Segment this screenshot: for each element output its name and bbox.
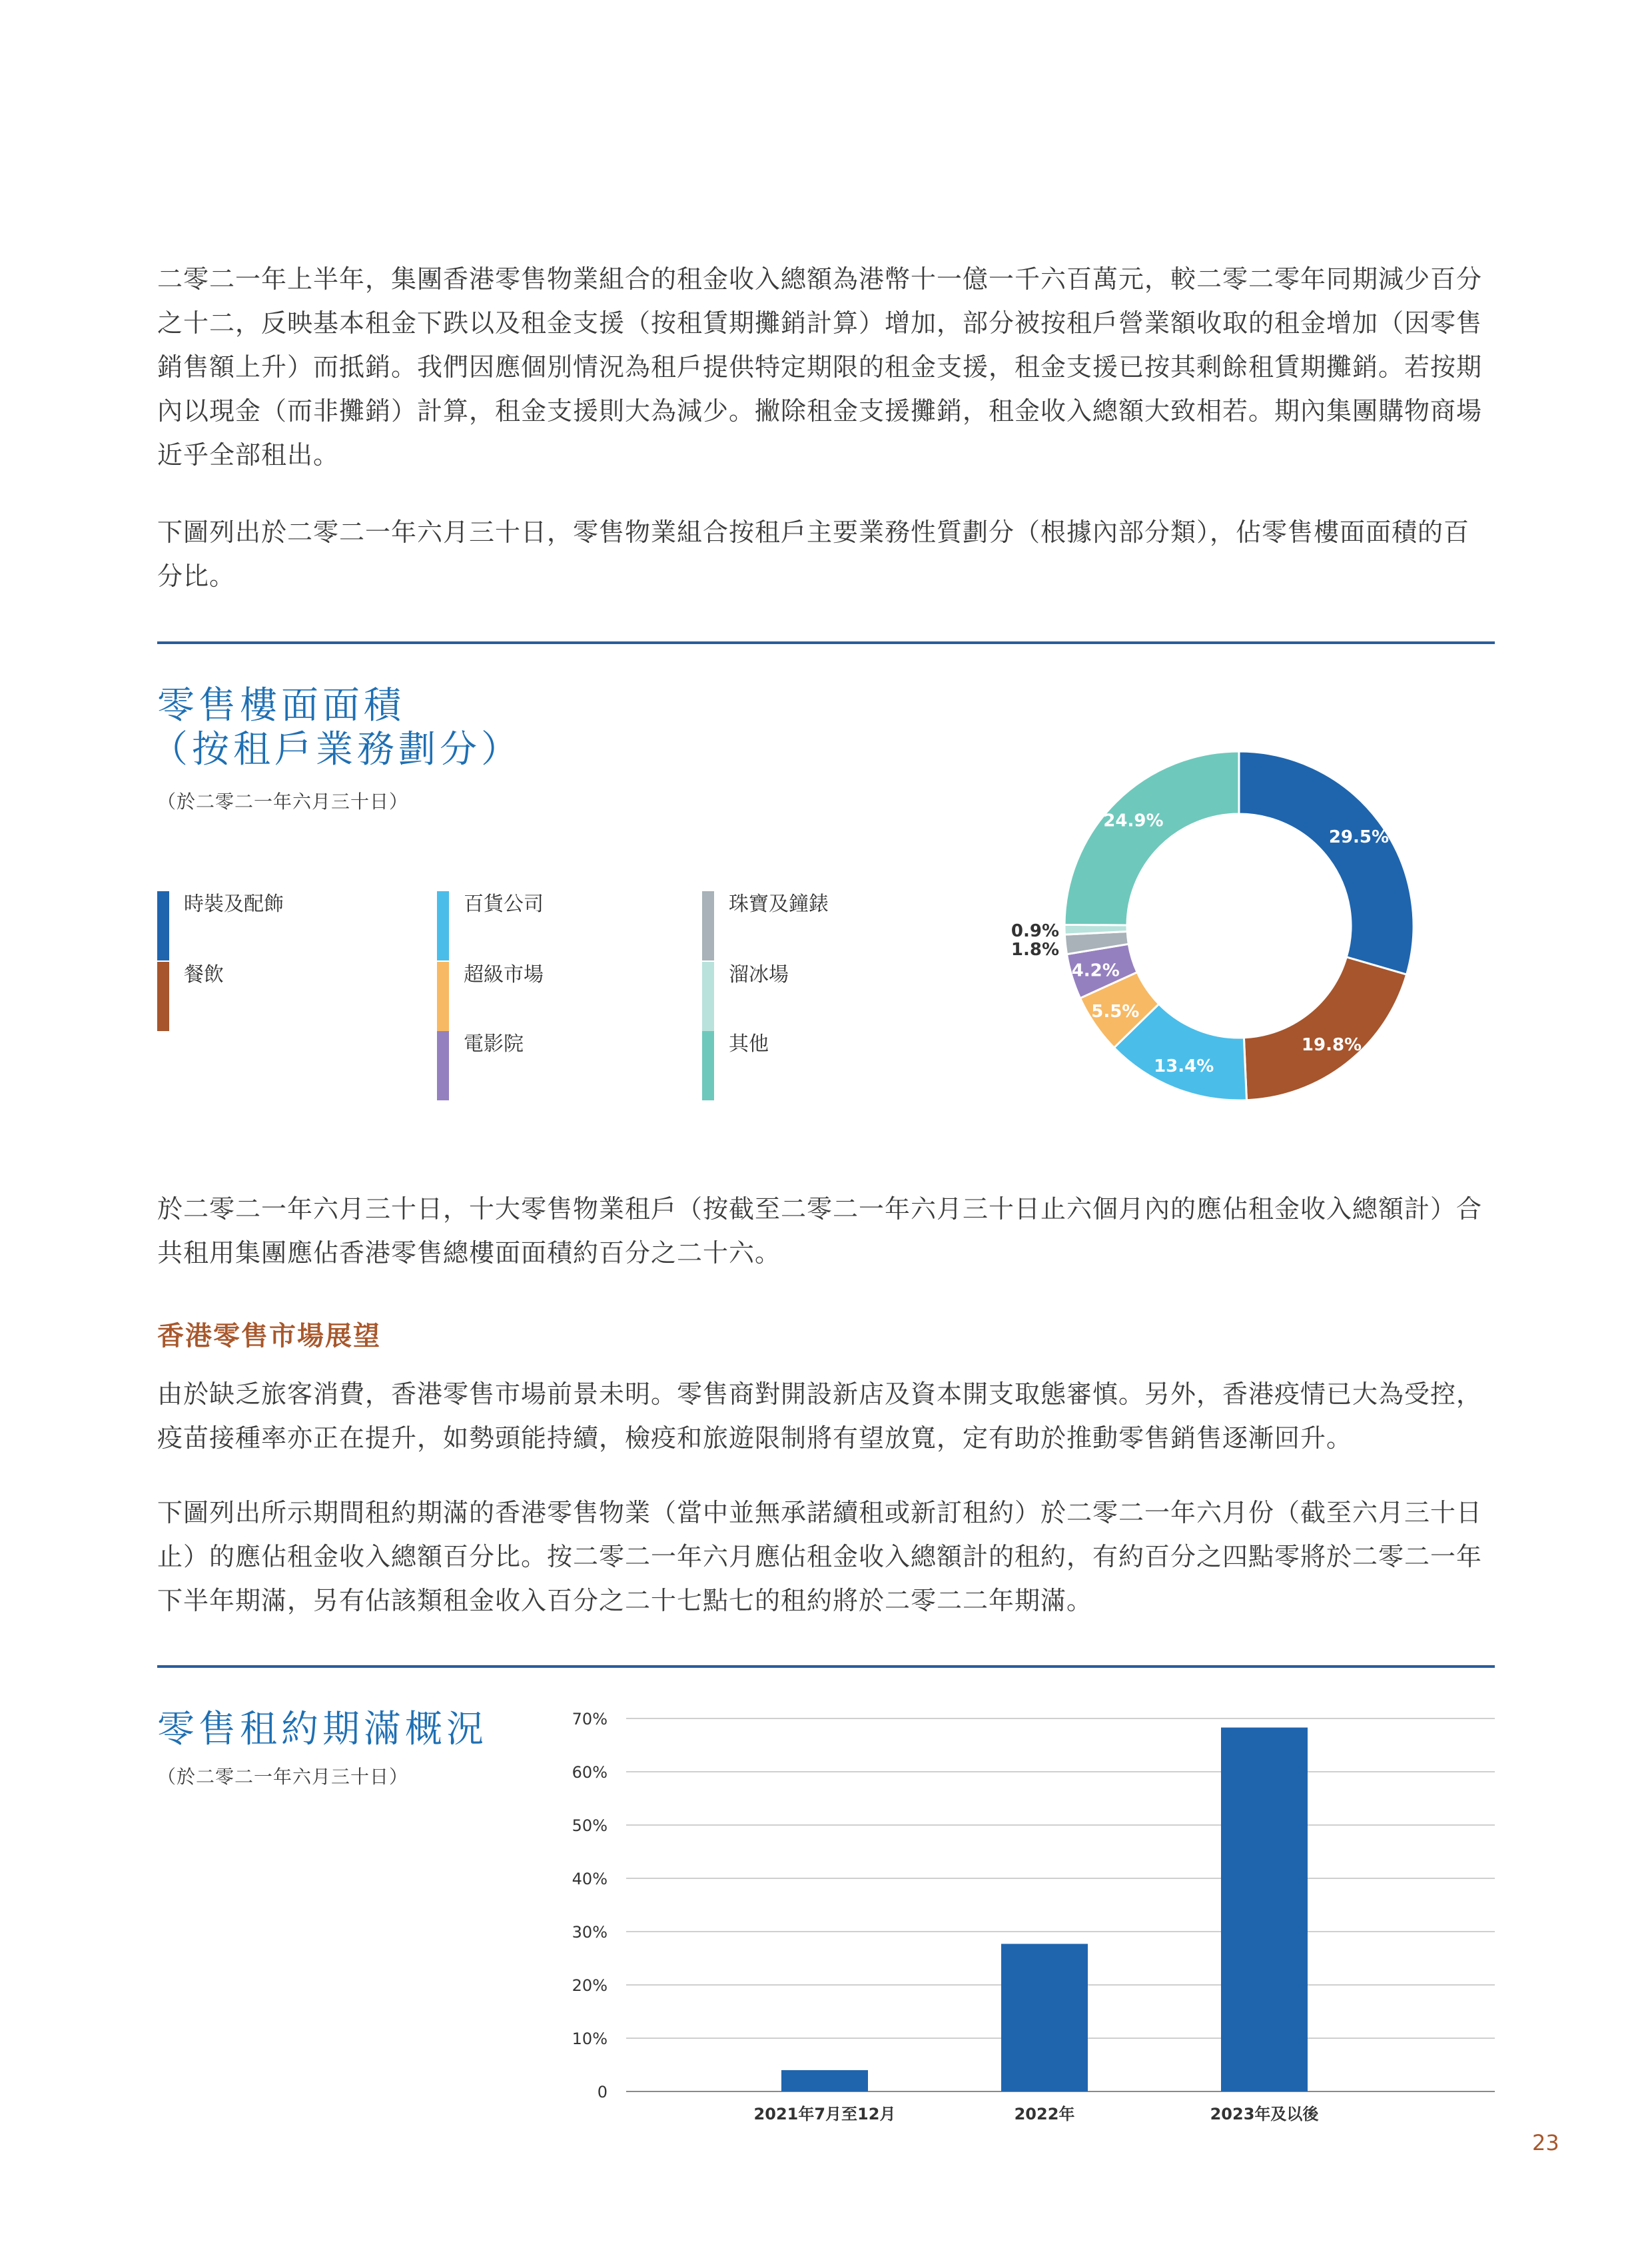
donut-label-fashion: 29.5% — [1328, 827, 1390, 847]
donut-label-food: 19.8% — [1301, 1034, 1362, 1055]
retail-floor-area-date: （於二零二一年六月三十日） — [157, 791, 409, 813]
retail-outlook-heading: 香港零售市場展望 — [157, 1321, 381, 1351]
legend-swatch-jewellery — [702, 891, 714, 960]
legend-label-ice-rink: 溜冰場 — [729, 963, 789, 986]
y-tick-label: 30% — [572, 1923, 608, 1942]
section-divider-2 — [157, 1665, 1495, 1668]
donut-slice-food — [1244, 957, 1406, 1100]
legend-item-ice-rink — [702, 962, 929, 1031]
y-tick-label: 50% — [572, 1816, 608, 1835]
y-tick-label: 60% — [572, 1763, 608, 1782]
legend-swatch-supermarket — [437, 962, 449, 1031]
legend-swatch-ice-rink — [702, 962, 714, 1031]
y-tick-label: 40% — [572, 1870, 608, 1888]
donut-label-jewellery: 1.8% — [1011, 940, 1059, 960]
donut-label-cinema: 4.2% — [1071, 960, 1120, 981]
legend-swatch-others — [702, 1031, 714, 1100]
x-tick-label-2022: 2022年 — [1014, 2105, 1075, 2123]
retail-floor-area-donut-chart — [999, 726, 1426, 1112]
y-tick-label: 20% — [572, 1976, 608, 1995]
donut-label-ice-rink: 0.9% — [1011, 921, 1059, 941]
legend-item-food — [157, 962, 384, 1031]
legend-swatch-food — [157, 962, 169, 1031]
legend-item-others — [702, 1031, 929, 1100]
legend-label-food: 餐飲 — [184, 963, 224, 986]
donut-label-supermarket: 5.5% — [1091, 1002, 1140, 1022]
legend-label-supermarket: 超級市場 — [464, 963, 544, 986]
page-number: 23 — [1532, 2130, 1559, 2155]
legend-item-fashion — [157, 891, 384, 960]
y-tick-label: 10% — [572, 2030, 608, 2048]
intro-paragraph: 二零二一年上半年，集團香港零售物業組合的租金收入總額為港幣十一億一千六百萬元，較二零二零年同期減少百分之十二，反映基本租金下跌以及租金支援（按租賃期攤銷計算）增加，部分被按租戶營業額收取的租金增加（因零售銷售額上升）而抵銷。我們因應個別情況為租戶提供特定期限的租金支援，租金支援已按其剩餘租賃期攤銷。若按期內以現金（而非攤銷）計算，租金支援則大為減少。撇除租金支援攤銷，租金收入總額大致相若。期內集團購物商場近乎全部租出。 — [157, 264, 1483, 470]
bar-2023-onwards — [1221, 1728, 1308, 2091]
retail-floor-area-title: 零售樓面面積 — [157, 684, 405, 727]
legend-item-jewellery — [702, 891, 929, 960]
x-tick-label-2021h2: 2021年7月至12月 — [753, 2105, 896, 2123]
lease-expiry-bar-chart — [533, 1692, 1499, 2131]
bar-2022 — [1001, 1944, 1088, 2091]
legend-item-department — [437, 891, 663, 960]
x-tick-label-2023-onwards: 2023年及以後 — [1210, 2105, 1319, 2123]
donut-slice-fashion — [1239, 751, 1414, 974]
top-tenants-paragraph: 於二零二一年六月三十日，十大零售物業租戶（按截至二零二一年六月三十日止六個月內的應佔租金收入總額計）合共租用集團應佔香港零售總樓面面積約百分之二十六。 — [157, 1194, 1483, 1268]
lease-expiry-paragraph: 下圖列出所示期間租約期滿的香港零售物業（當中並無承諾續租或新訂租約）於二零二一年六月份（截至六月三十日止）的應佔租金收入總額百分比。按二零二一年六月應佔租金收入總額計的租約，有約百分之四點零將於二零二一年下半年期滿，另有佔該類租金收入百分之二十七點七的租約將於二零二二年期滿。 — [157, 1498, 1483, 1615]
legend-item-supermarket — [437, 962, 663, 1031]
legend-label-cinema: 電影院 — [464, 1032, 524, 1056]
legend-swatch-department — [437, 891, 449, 960]
donut-slice-others — [1064, 751, 1239, 925]
y-tick-label: 0 — [597, 2083, 608, 2101]
donut-label-department: 13.4% — [1154, 1056, 1214, 1077]
bar-2021h2 — [781, 2070, 868, 2091]
legend-swatch-fashion — [157, 891, 169, 960]
lease-expiry-title: 零售租約期滿概況 — [157, 1708, 488, 1751]
retail-floor-area-title-line2: （按租戶業務劃分） — [151, 728, 522, 771]
section-divider-1 — [157, 641, 1495, 644]
legend-label-department: 百貨公司 — [464, 893, 544, 916]
legend-swatch-cinema — [437, 1031, 449, 1100]
legend-item-cinema — [437, 1031, 663, 1100]
retail-outlook-paragraph: 由於缺乏旅客消費，香港零售市場前景未明。零售商對開設新店及資本開支取態審慎。另外，香港疫情已大為受控，疫苗接種率亦正在提升，如勢頭能持續，檢疫和旅遊限制將有望放寬，定有助於推動零售銷售逐漸回升。 — [157, 1379, 1483, 1453]
legend-label-others: 其他 — [729, 1032, 769, 1056]
lease-expiry-date: （於二零二一年六月三十日） — [157, 1766, 409, 1788]
chart-intro-paragraph: 下圖列出於二零二一年六月三十日，零售物業組合按租戶主要業務性質劃分（根據內部分類），佔零售樓面面積的百分比。 — [157, 518, 1470, 591]
legend-label-fashion: 時裝及配飾 — [184, 893, 284, 916]
y-tick-label: 70% — [572, 1710, 608, 1728]
donut-label-others: 24.9% — [1103, 811, 1164, 831]
legend-label-jewellery: 珠寶及鐘錶 — [729, 893, 829, 916]
